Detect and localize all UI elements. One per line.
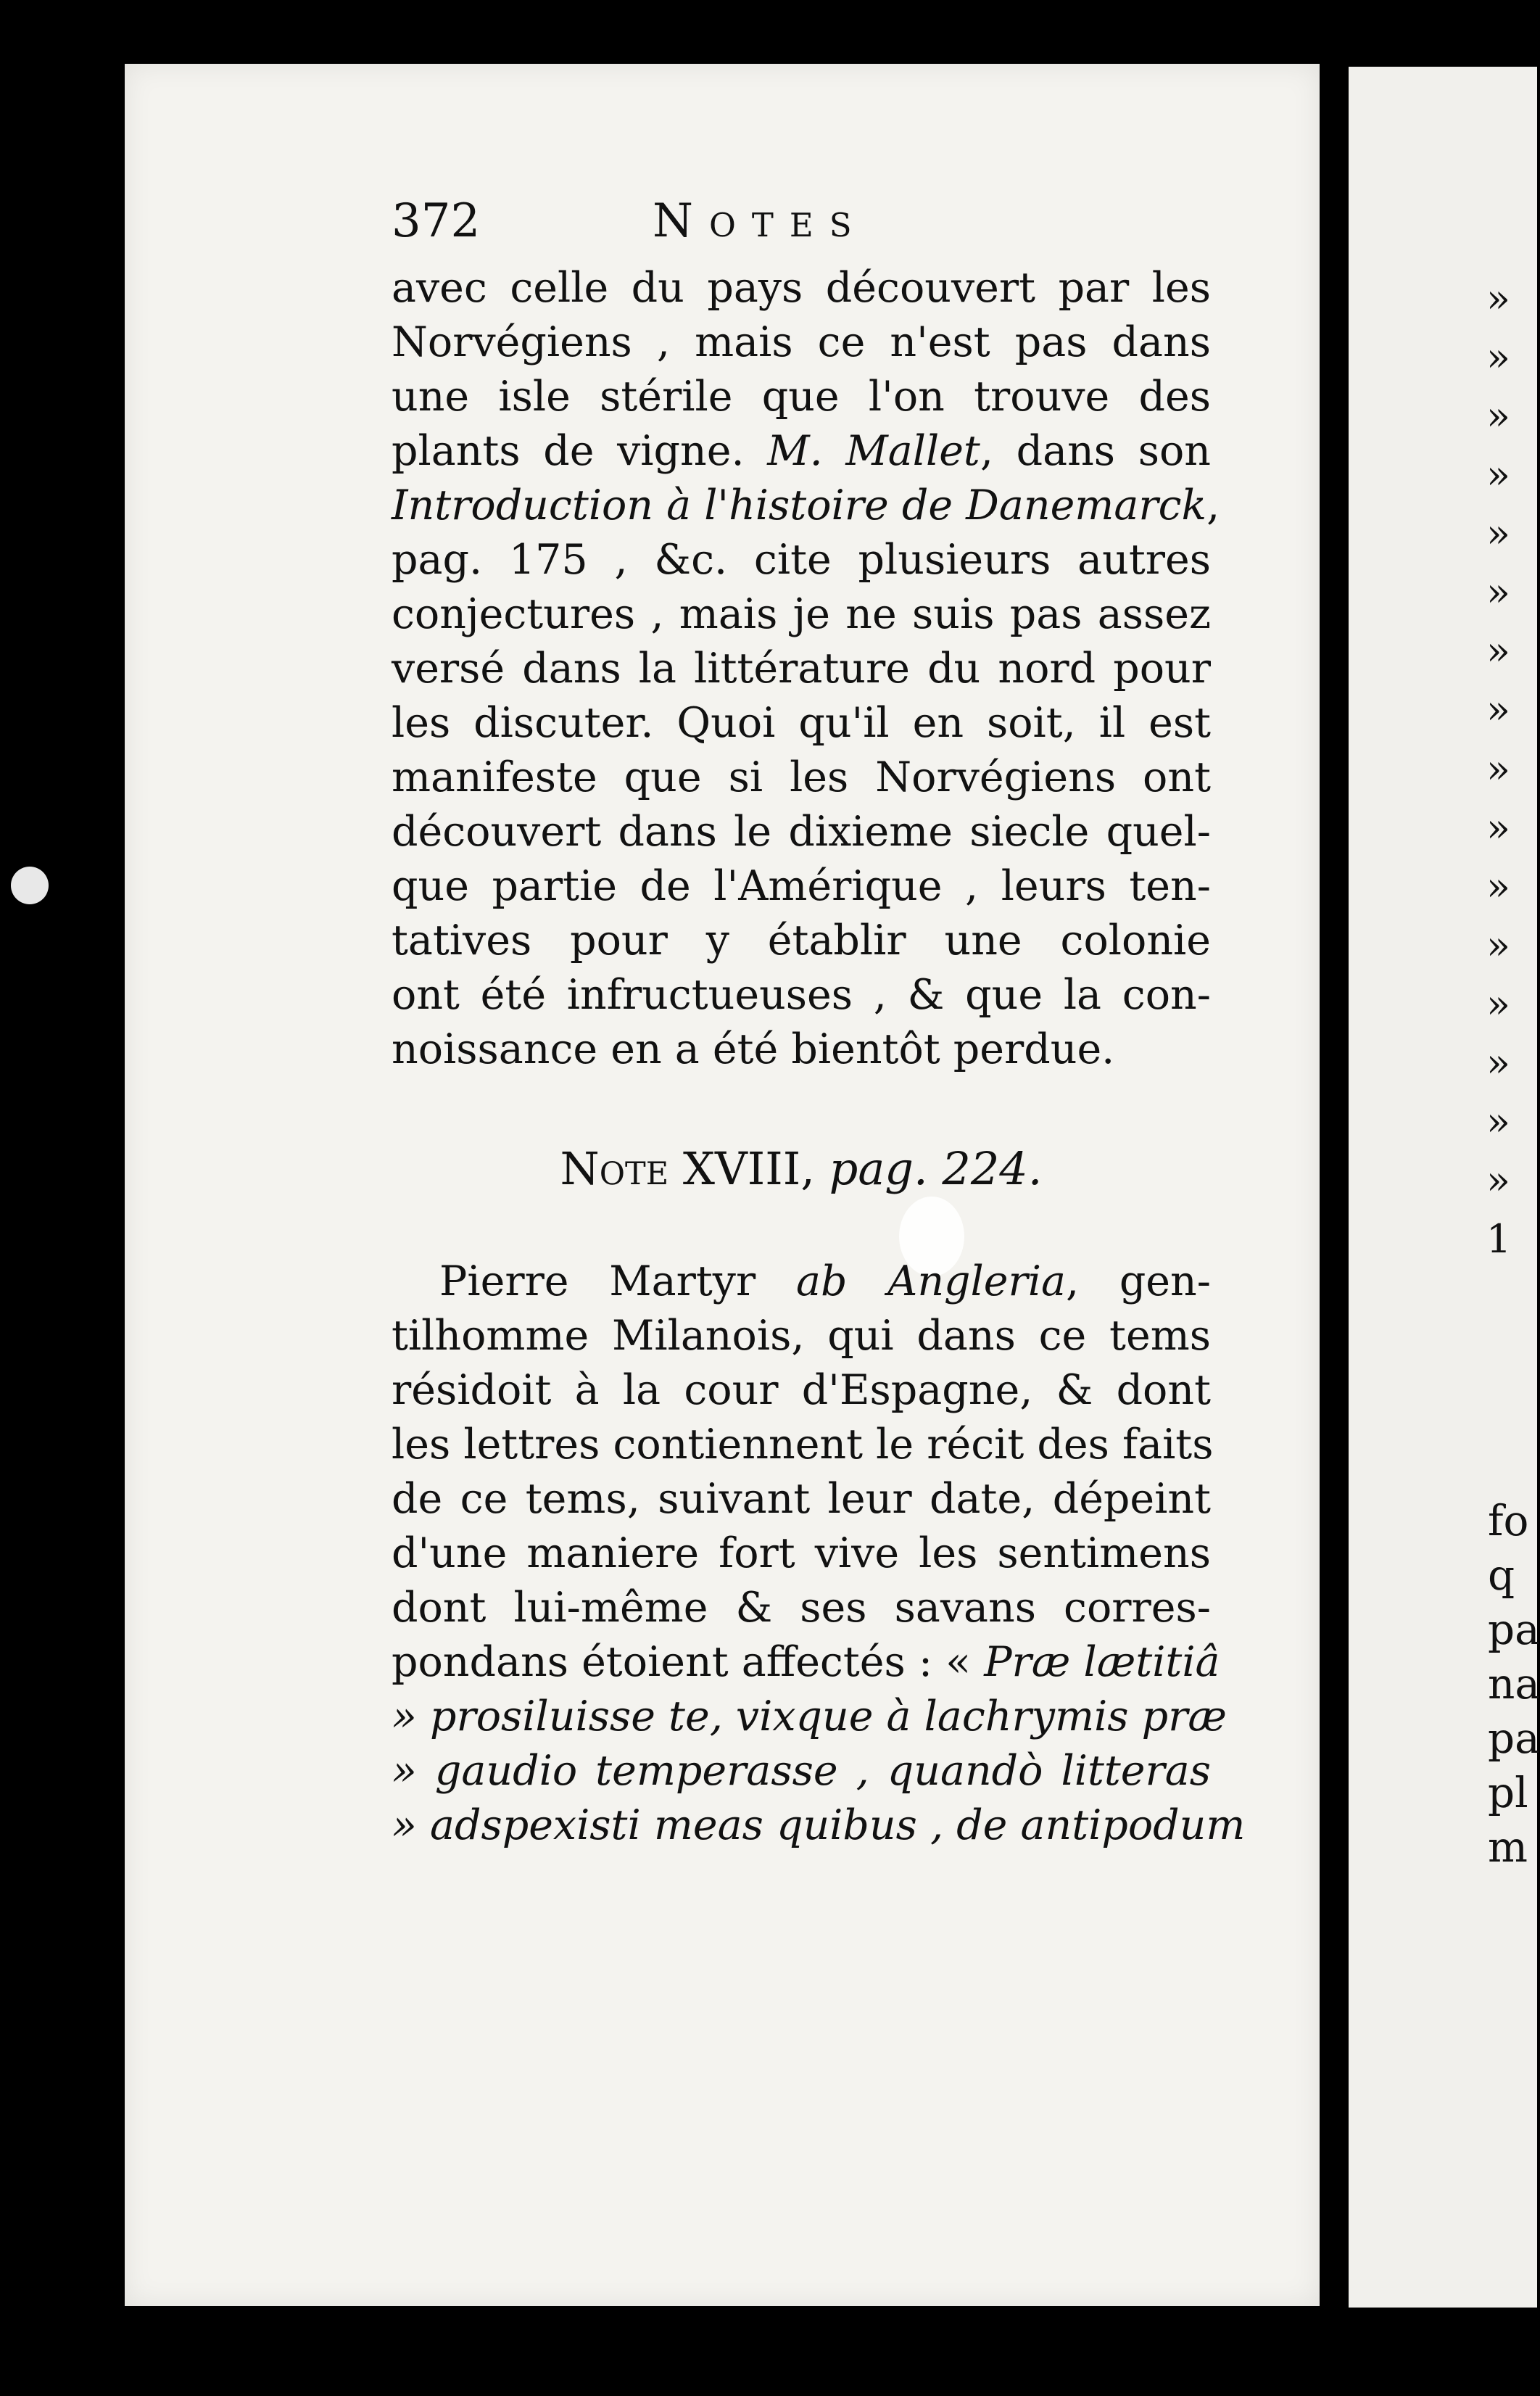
italic-name: ab Angleria bbox=[795, 1257, 1066, 1305]
latin-quote-line: » adspexisti meas quibus , de antipodum bbox=[392, 1801, 1246, 1849]
note-page-ref: pag. 224. bbox=[829, 1142, 1043, 1195]
text-line: manifeste que si les Norvégiens ont bbox=[392, 753, 1211, 801]
word-fragment: pa bbox=[1488, 1714, 1540, 1763]
quote-mark: » bbox=[1486, 745, 1511, 792]
running-head: Notes bbox=[653, 194, 868, 248]
latin-quote-line: » gaudio temperasse , quandò litteras bbox=[392, 1747, 1211, 1795]
page-header bbox=[392, 194, 1204, 252]
quote-mark: » bbox=[1486, 1157, 1511, 1203]
quote-mark: » bbox=[1486, 687, 1511, 733]
author-name: M. Mallet bbox=[767, 427, 980, 475]
text-line bbox=[392, 1255, 1211, 1309]
word-fragment: fo bbox=[1488, 1496, 1529, 1545]
latin-quote: Præ lætitiâ bbox=[984, 1638, 1220, 1686]
text-line: tilhomme Milanois, qui dans ce tems bbox=[392, 1312, 1211, 1360]
text-line bbox=[392, 424, 1211, 479]
text-line: une isle stérile que l'on trouve des bbox=[392, 373, 1211, 421]
text-block-continuation bbox=[392, 261, 1220, 1077]
text-line: les lettres contiennent le récit des faits bbox=[392, 1421, 1214, 1468]
facing-page-word-fragments bbox=[1488, 1494, 1540, 1875]
quote-mark: » bbox=[1486, 511, 1511, 557]
word-fragment: m bbox=[1488, 1822, 1528, 1872]
text-line bbox=[392, 1635, 1220, 1690]
note-title: Note XVIII, bbox=[560, 1142, 829, 1195]
note-heading bbox=[392, 1142, 1211, 1195]
facing-letter: 1 bbox=[1486, 1216, 1512, 1262]
quote-mark: » bbox=[1486, 452, 1511, 498]
text-fragment: Pierre Martyr bbox=[439, 1257, 796, 1305]
page-number: 372 bbox=[392, 194, 481, 248]
text-fragment: , dans son bbox=[980, 427, 1211, 475]
word-fragment: pa bbox=[1488, 1605, 1540, 1654]
quote-mark: » bbox=[1486, 922, 1511, 968]
text-line: avec celle du pays découvert par les bbox=[392, 264, 1211, 312]
text-line: dont lui-même & ses savans corres- bbox=[392, 1584, 1211, 1632]
text-fragment: , bbox=[1206, 482, 1220, 529]
text-line: conjectures , mais je ne suis pas assez bbox=[392, 590, 1211, 638]
word-fragment: na bbox=[1488, 1659, 1540, 1709]
quote-mark: » bbox=[1486, 628, 1511, 674]
text-line: les discuter. Quoi qu'il en soit, il est bbox=[392, 699, 1211, 747]
text-line: que partie de l'Amérique , leurs ten- bbox=[392, 862, 1211, 910]
quote-mark: » bbox=[1486, 569, 1511, 616]
quote-mark: » bbox=[1486, 804, 1511, 851]
latin-quote-line: » prosiluisse te, vixque à lachrymis præ bbox=[392, 1693, 1227, 1740]
text-line: versé dans la littérature du nord pour bbox=[392, 645, 1211, 693]
quote-mark: » bbox=[1486, 276, 1511, 321]
text-fragment: pondans étoient affectés : « bbox=[392, 1638, 985, 1686]
text-line: ont été infructueuses , & que la con- bbox=[392, 971, 1211, 1019]
text-line: pag. 175 , &c. cite plusieurs autres bbox=[392, 536, 1211, 584]
quote-mark: » bbox=[1486, 980, 1511, 1027]
text-line: de ce tems, suivant leur date, dépeint bbox=[392, 1475, 1211, 1523]
text-line: Norvégiens , mais ce n'est pas dans bbox=[392, 318, 1211, 366]
book-title: Introduction à l'histoire de Danemarck bbox=[392, 482, 1207, 529]
quote-mark: » bbox=[1486, 334, 1511, 381]
scan-speck bbox=[11, 867, 49, 904]
quote-mark: » bbox=[1486, 1098, 1511, 1144]
text-line: découvert dans le dixieme siecle quel- bbox=[392, 808, 1211, 856]
facing-page-quote-marks bbox=[1486, 276, 1530, 1262]
quote-mark: » bbox=[1486, 1039, 1511, 1086]
text-line: noissance en a été bientôt perdue. bbox=[392, 1025, 1115, 1073]
text-line: résidoit à la cour d'Espagne, & dont bbox=[392, 1366, 1211, 1414]
text-fragment: plants de vigne. bbox=[392, 427, 768, 475]
word-fragment: q bbox=[1488, 1550, 1515, 1600]
text-block-note-18 bbox=[392, 1255, 1246, 1853]
text-line bbox=[392, 479, 1220, 533]
word-fragment: pl bbox=[1488, 1768, 1528, 1817]
text-line: d'une maniere fort vive les sentimens bbox=[392, 1529, 1211, 1577]
quote-mark: » bbox=[1486, 863, 1511, 909]
quote-mark: » bbox=[1486, 393, 1511, 439]
text-fragment: , gen- bbox=[1065, 1257, 1212, 1305]
text-line: tatives pour y établir une colonie bbox=[392, 917, 1211, 964]
